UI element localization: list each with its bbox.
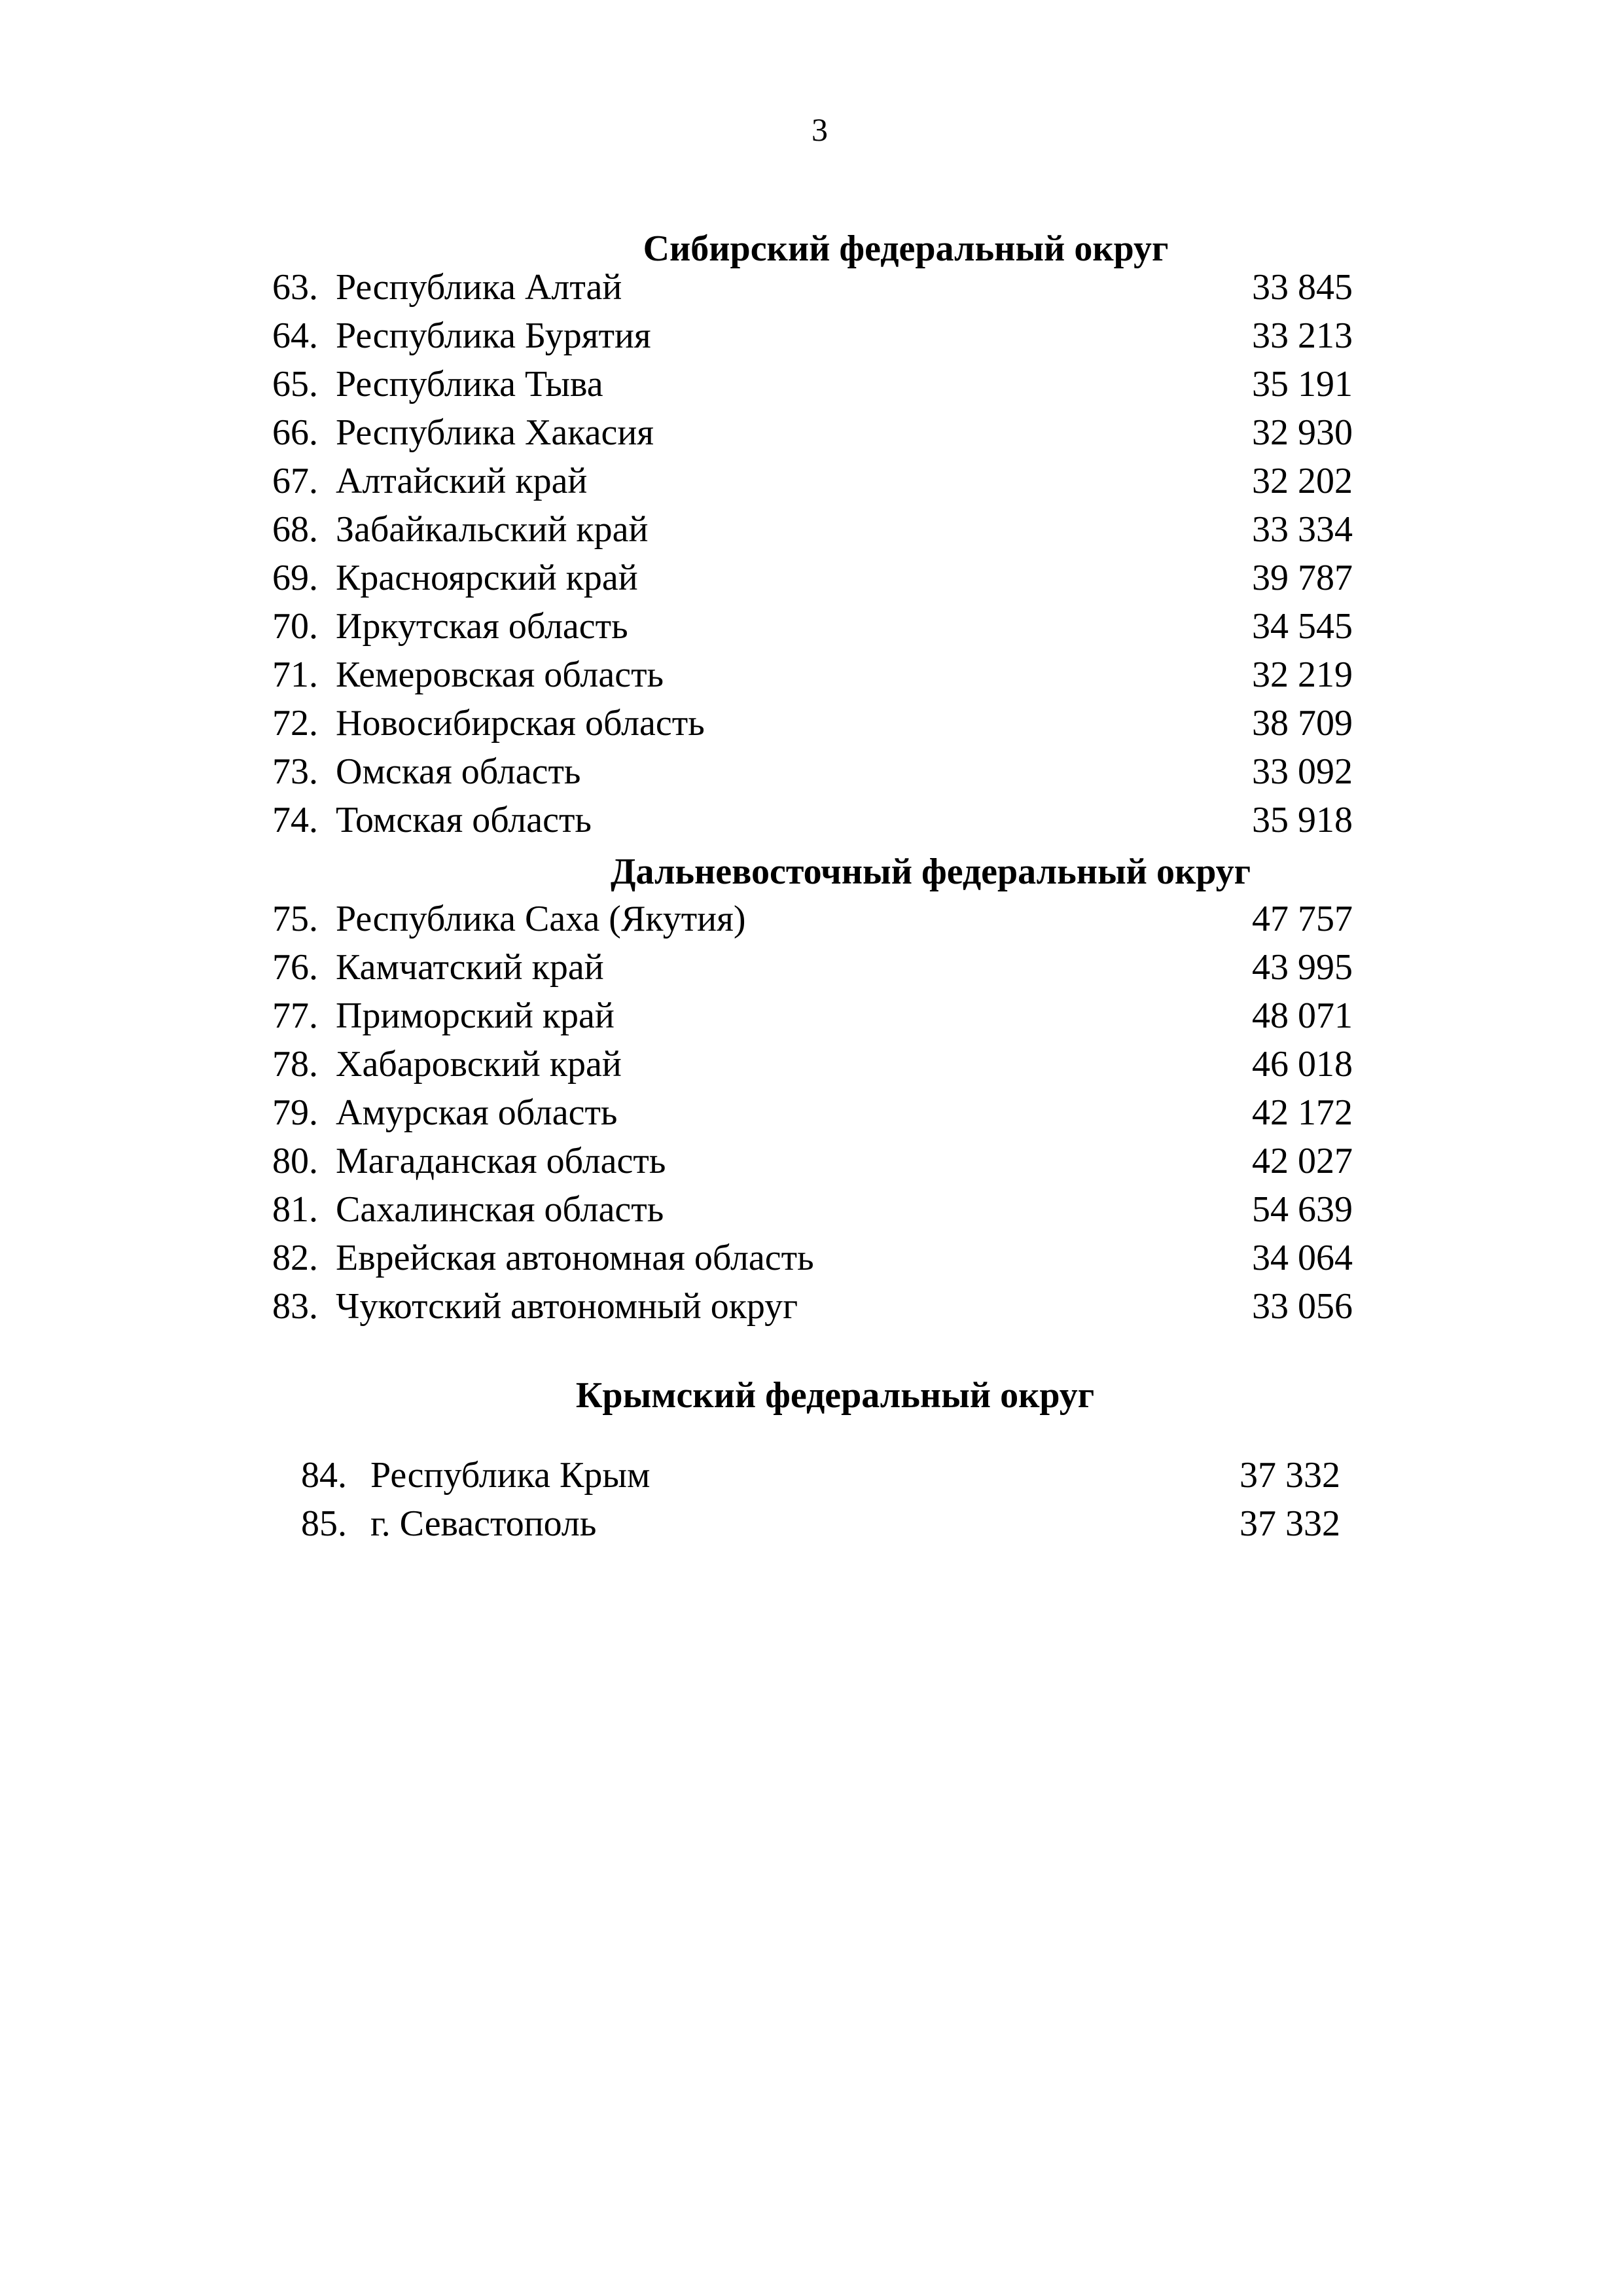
row-number: 80. bbox=[272, 1141, 318, 1181]
region-value: 32 219 bbox=[1252, 655, 1353, 695]
row-number: 64. bbox=[272, 315, 318, 356]
region-name: Чукотский автономный округ bbox=[336, 1286, 798, 1327]
row-number: 83. bbox=[272, 1286, 318, 1327]
table-row bbox=[0, 651, 1623, 699]
table-row bbox=[0, 1451, 1623, 1499]
region-value: 42 172 bbox=[1252, 1092, 1353, 1133]
region-name: Республика Хакасия bbox=[336, 412, 654, 453]
table-row bbox=[0, 1040, 1623, 1088]
row-number: 69. bbox=[272, 558, 318, 598]
region-value: 48 071 bbox=[1252, 996, 1353, 1036]
row-number: 63. bbox=[272, 267, 318, 308]
page-number: 3 bbox=[812, 111, 828, 148]
row-number: 77. bbox=[272, 996, 318, 1036]
region-name: Сахалинская область bbox=[336, 1189, 664, 1230]
region-value: 33 845 bbox=[1252, 267, 1353, 308]
region-value: 32 930 bbox=[1252, 412, 1353, 453]
region-value: 38 709 bbox=[1252, 703, 1353, 744]
table-row bbox=[0, 1234, 1623, 1282]
region-name: Новосибирская область bbox=[336, 703, 705, 744]
section-title: Сибирский федеральный округ bbox=[643, 228, 1169, 269]
row-number: 67. bbox=[272, 461, 318, 501]
row-number: 84. bbox=[301, 1455, 347, 1496]
section-title: Крымский федеральный округ bbox=[575, 1375, 1095, 1416]
region-name: Республика Алтай bbox=[336, 267, 622, 308]
table-row bbox=[0, 505, 1623, 554]
region-name: Иркутская область bbox=[336, 606, 628, 647]
region-name: Омская область bbox=[336, 751, 581, 792]
region-value: 33 092 bbox=[1252, 751, 1353, 792]
region-value: 37 332 bbox=[1240, 1455, 1340, 1496]
region-value: 35 191 bbox=[1252, 364, 1353, 404]
table-row bbox=[0, 457, 1623, 505]
region-name: Камчатский край bbox=[336, 947, 604, 988]
region-value: 47 757 bbox=[1252, 899, 1353, 939]
region-name: Томская область bbox=[336, 800, 592, 840]
row-number: 75. bbox=[272, 899, 318, 939]
region-value: 34 545 bbox=[1252, 606, 1353, 647]
row-number: 79. bbox=[272, 1092, 318, 1133]
row-number: 85. bbox=[301, 1503, 347, 1544]
table-row bbox=[0, 1137, 1623, 1185]
row-number: 66. bbox=[272, 412, 318, 453]
region-name: Республика Бурятия bbox=[336, 315, 651, 356]
table-row bbox=[0, 263, 1623, 312]
table-row bbox=[0, 796, 1623, 844]
region-value: 54 639 bbox=[1252, 1189, 1353, 1230]
row-number: 81. bbox=[272, 1189, 318, 1230]
row-number: 72. bbox=[272, 703, 318, 744]
table-row bbox=[0, 408, 1623, 457]
table-row bbox=[0, 747, 1623, 796]
region-value: 33 056 bbox=[1252, 1286, 1353, 1327]
region-name: Алтайский край bbox=[336, 461, 588, 501]
region-name: Магаданская область bbox=[336, 1141, 666, 1181]
region-name: Амурская область bbox=[336, 1092, 618, 1133]
region-name: Забайкальский край bbox=[336, 509, 649, 550]
region-name: Республика Саха (Якутия) bbox=[336, 899, 746, 939]
region-value: 33 213 bbox=[1252, 315, 1353, 356]
table-row bbox=[0, 312, 1623, 360]
section-title: Дальневосточный федеральный округ bbox=[610, 852, 1251, 892]
row-number: 76. bbox=[272, 947, 318, 988]
region-value: 46 018 bbox=[1252, 1044, 1353, 1085]
table-row bbox=[0, 699, 1623, 747]
row-number: 70. bbox=[272, 606, 318, 647]
region-value: 33 334 bbox=[1252, 509, 1353, 550]
region-name: Кемеровская область bbox=[336, 655, 664, 695]
region-name: Красноярский край bbox=[336, 558, 638, 598]
table-row bbox=[0, 360, 1623, 408]
region-name: Еврейская автономная область bbox=[336, 1238, 814, 1278]
table-row bbox=[0, 554, 1623, 602]
row-number: 82. bbox=[272, 1238, 318, 1278]
region-value: 42 027 bbox=[1252, 1141, 1353, 1181]
region-value: 34 064 bbox=[1252, 1238, 1353, 1278]
region-value: 35 918 bbox=[1252, 800, 1353, 840]
row-number: 71. bbox=[272, 655, 318, 695]
row-number: 73. bbox=[272, 751, 318, 792]
row-number: 68. bbox=[272, 509, 318, 550]
region-name: Республика Крым bbox=[370, 1455, 651, 1496]
row-number: 78. bbox=[272, 1044, 318, 1085]
region-name: г. Севастополь bbox=[370, 1503, 597, 1544]
region-name: Приморский край bbox=[336, 996, 615, 1036]
table-row bbox=[0, 1185, 1623, 1234]
table-row bbox=[0, 943, 1623, 992]
table-row bbox=[0, 1282, 1623, 1331]
table-row bbox=[0, 992, 1623, 1040]
region-value: 43 995 bbox=[1252, 947, 1353, 988]
region-name: Хабаровский край bbox=[336, 1044, 622, 1085]
table-row bbox=[0, 1499, 1623, 1548]
table-row bbox=[0, 1088, 1623, 1137]
region-value: 37 332 bbox=[1240, 1503, 1340, 1544]
region-value: 39 787 bbox=[1252, 558, 1353, 598]
row-number: 65. bbox=[272, 364, 318, 404]
row-number: 74. bbox=[272, 800, 318, 840]
table-row bbox=[0, 602, 1623, 651]
region-name: Республика Тыва bbox=[336, 364, 603, 404]
region-value: 32 202 bbox=[1252, 461, 1353, 501]
table-row bbox=[0, 895, 1623, 943]
